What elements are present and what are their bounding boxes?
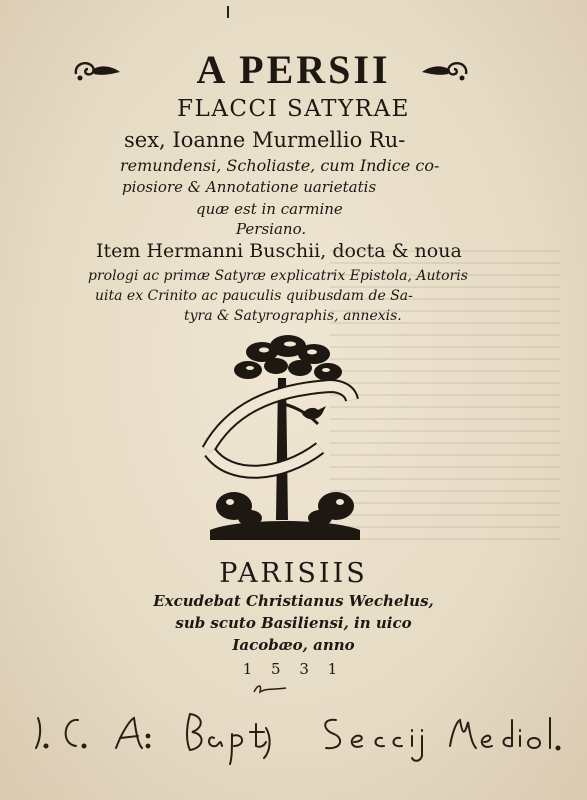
title-line-4: remundensi, Scholiaste, cum Indice co-: [120, 156, 440, 175]
imprint-line-3: Iacobæo, anno: [232, 636, 355, 654]
manuscript-superscript-icon: [250, 682, 290, 696]
book-title: A PERSII: [196, 47, 391, 92]
title-line-8: Item Hermanni Buschii, docta & noua: [96, 240, 462, 262]
printer-device-tree-icon: [190, 330, 380, 550]
imprint-line-2: sub scuto Basiliensi, in uico: [175, 614, 412, 632]
ink-mark: [227, 6, 229, 18]
imprint-year: 1 5 3 1: [242, 660, 345, 678]
title-line-5: piosiore & Annotatione uarietatis: [122, 178, 377, 196]
imprint-line-1: Excudebat Christianus Wechelus,: [153, 592, 434, 610]
imprint-city: PARISIIS: [219, 558, 368, 589]
title-line-7: Persiano.: [236, 220, 307, 238]
title-line-6: quæ est in carmine: [196, 200, 343, 218]
manuscript-ownership-inscription: [20, 698, 580, 768]
title-line-11: tyra & Satyrographis, annexis.: [184, 308, 402, 324]
title-line-2: FLACCI SATYRAE: [177, 96, 410, 122]
title-line-3: sex, Ioanne Murmellio Ru-: [124, 128, 406, 152]
title-line-9: prologi ac primæ Satyræ explicatrix Epistola, Autoris: [88, 268, 468, 284]
title-line-10: uita ex Crinito ac pauculis quibusdam de Sa-: [95, 288, 413, 304]
